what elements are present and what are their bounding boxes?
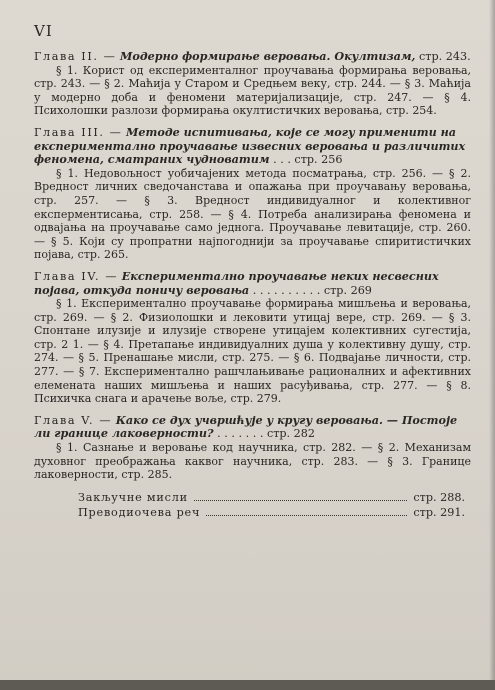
chapter-contents: § 1. Недовољност уобичајених метода посматрања, стр. 256. — § 2. Вредност личних сведочанстава и опажања при проучавању веровања, стр. 257. — § 3. Вредност индивидуалног и колективног експерментисања, стр. 258. — § 4. Потреба анализирања феномена и одвајања на проучавање само једнога. Проучавање левитације, стр. 260. — § 5. Који су пропратни најпогоднији за проучавање спиритистичких појава, стр. 265. xyxy=(34,166,471,262)
chapter-heading xyxy=(34,50,471,64)
table-surface xyxy=(0,680,495,690)
chapter-page-ref: . . . . . . . стр. 282 xyxy=(217,427,316,441)
dot-leader xyxy=(194,500,407,501)
chapter-section xyxy=(34,414,471,482)
chapter-section xyxy=(34,126,471,262)
dot-leader xyxy=(206,515,407,516)
chapter-label: Глава II. — xyxy=(34,50,117,63)
chapter-title: Методе испитивања, које се могу применити на експериментално проучавање извесних веровања и различитих феномена, сматраних чудноватим xyxy=(34,124,466,167)
toc-entry xyxy=(34,490,471,505)
chapter-page-ref: . . . стр. 256 xyxy=(273,153,343,167)
toc-entry-label: Закључне мисли xyxy=(78,490,188,504)
chapter-label: Глава III. — xyxy=(34,125,123,139)
toc-entry-page: стр. 291. xyxy=(413,505,465,519)
chapter-section xyxy=(34,270,471,406)
chapter-contents: § 1. Корист од експерименталног проучавања формирања веровања, стр. 243. — § 2. Маћија у Старом и Средњем веку, стр. 244. — § 3. Маћија у модерно доба и феномени материјализације, стр. 247. — § 4. Психолошки разлози формирања окултистичких веровања, стр. 254. xyxy=(34,63,471,118)
chapter-heading xyxy=(34,270,471,297)
toc-entry-page: стр. 288. xyxy=(413,490,465,504)
toc-entry-label: Преводиочева реч xyxy=(78,505,201,519)
chapter-contents: § 1. Експериментално проучавање формирања мишљења и веровања, стр. 269. — § 2. Физиолошки и лековити утицај вере, стр. 269. — § 3. Спонтане илузије и илузије створене утицајем колективних сугестија, стр. 2 1. — § 4. Претапање индивидуалних душа у колективну душу, стр. 274. — § 5. Пренашање мисли, стр. 275. — § 6. Подвајање личности, стр. 277. — § 7. Експериментално рашчлањивање рационалних и афективних елемената наших мишљења и наших расуђивања, стр. 277. — § 8. Психичка снага и арачење воље, стр. 279. xyxy=(34,297,471,406)
chapter-page-ref: . . . . . . . . . . стр. 269 xyxy=(252,283,372,297)
page-number: VI xyxy=(34,22,53,40)
chapter-label: Глава IV. — xyxy=(34,269,119,283)
chapter-title: Модерно формирање веровања. Окултизам, xyxy=(120,49,416,63)
chapter-page-ref: стр. 243. xyxy=(418,50,471,63)
chapter-section xyxy=(34,50,471,118)
chapter-title: Како се дух учвршћује у кругу веровања. — Постоје ли границе лаковерности? xyxy=(34,412,458,441)
page-edge-shadow xyxy=(489,0,495,690)
chapter-title: Експериментално проучавање неких несвесних појава, откуда поничу веровања xyxy=(34,268,439,297)
toc-entry xyxy=(34,505,471,520)
chapter-heading xyxy=(34,126,471,167)
chapter-heading xyxy=(34,414,471,441)
chapter-contents: § 1. Сазнање и веровање код научника, стр. 282. — § 2. Механизам духовног преображања каквог научника, стр. 283. — § 3. Границе лаковерности, стр. 285. xyxy=(34,441,471,482)
chapter-label: Глава V. — xyxy=(34,413,113,427)
